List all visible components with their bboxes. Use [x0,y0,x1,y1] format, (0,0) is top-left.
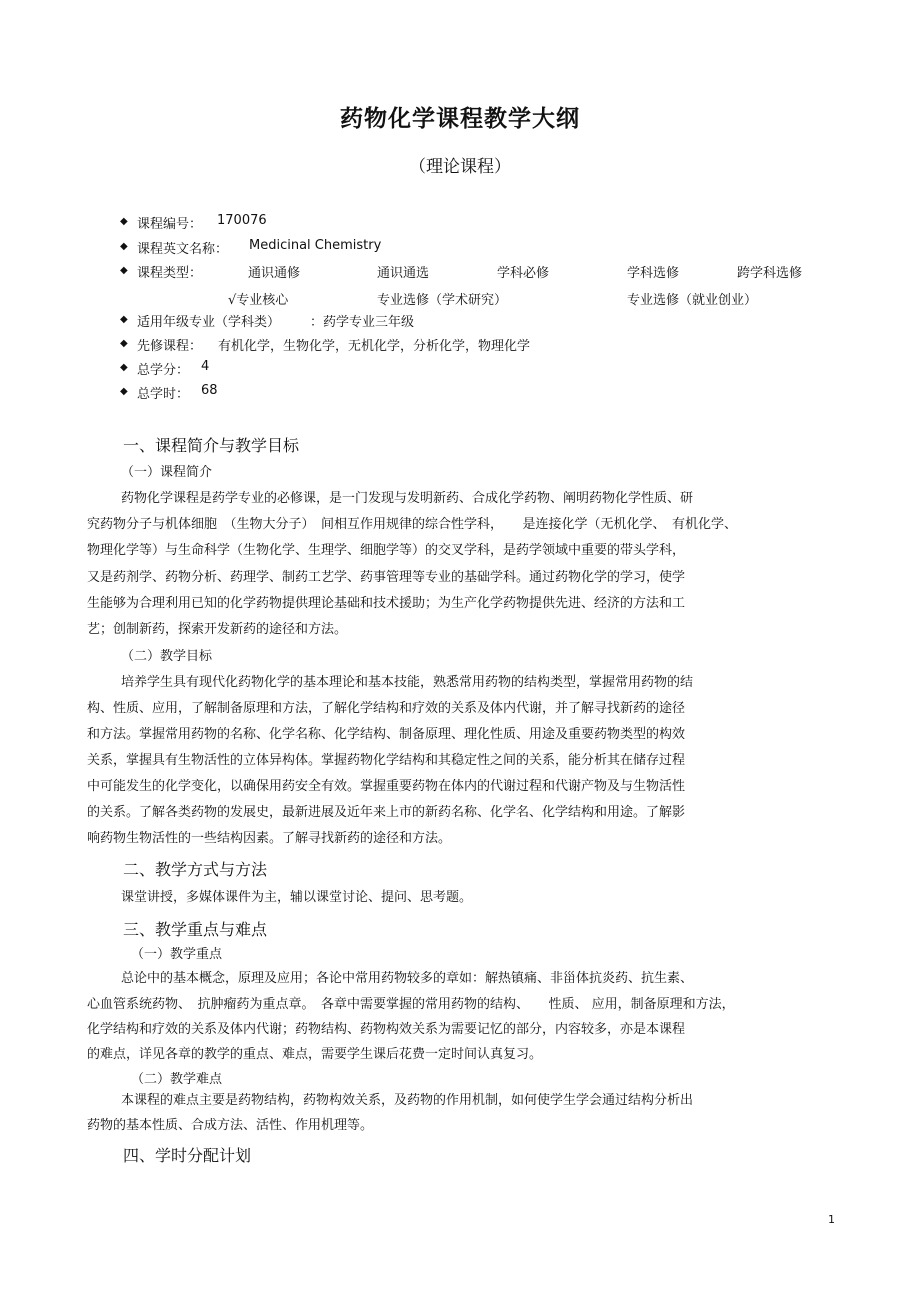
page-subtitle: （理论课程） [409,157,511,177]
paragraph-line: 培养学生具有现代化药物化学的基本理论和基本技能，熟悉常用药物的结构类型，掌握常用药物的结 [121,675,694,690]
subsection-heading: （二）教学目标 [121,649,213,664]
bullet-icon: ◆ [120,386,128,397]
paragraph-line: 又是药剂学、药物分析、药理学、制药工艺学、药事管理等专业的基础学科。通过药物化学的学习，使学 [87,570,686,585]
prereq-value: 有机化学，生物化学，无机化学，分析化学，物理化学 [218,339,531,354]
paragraph-line: 物理化学等）与生命科学（生物化学、生理学、细胞学等）的交叉学科，是药学领域中重要的带头学科， [87,543,686,558]
paragraph-line: 课堂讲授，多媒体课件为主，辅以课堂讨论、提问、思考题。 [121,890,473,905]
prereq-label: 先修课程： [137,339,203,354]
paragraph-line: 的关系。了解各类药物的发展史，最新进展及近年来上市的新药名称、化学名、化学结构和用途。了解影 [87,805,686,820]
type-option: 通识通修 [248,266,301,281]
bullet-icon: ◆ [120,362,128,373]
section-heading: 一、课程简介与教学目标 [123,436,300,455]
bullet-icon: ◆ [120,314,128,325]
paragraph-line: 艺；创制新药，探索开发新药的途径和方法。 [87,622,348,637]
paragraph-line: 究药物分子与机体细胞 （生物大分子） 间相互作用规律的综合性学科， 是连接化学（无机化学、 有机化学、 [87,517,738,532]
credits-value: 4 [201,359,210,374]
paragraph-line: 中可能发生的化学变化，以确保用药安全有效。掌握重要药物在体内的代谢过程和代谢产物及与生物活性 [87,779,686,794]
english-name-label: 课程英文名称： [137,242,229,257]
english-name-value: Medicinal Chemistry [249,238,382,253]
paragraph-line: 化学结构和疗效的关系及体内代谢；药物结构、药物构效关系为需要记忆的部分，内容较多，亦是本课程 [87,1022,686,1037]
type-option-selected: √专业核心 [228,293,289,308]
paragraph-line: 和方法。掌握常用药物的名称、化学名称、化学结构、制备原理、理化性质、用途及重要药物类型的构效 [87,727,686,742]
course-type-label: 课程类型： [137,266,203,281]
paragraph-line: 总论中的基本概念，原理及应用；各论中常用药物较多的章如：解热镇痛、非甾体抗炎药、抗生素、 [121,971,694,986]
bullet-icon: ◆ [120,216,128,227]
paragraph-line: 本课程的难点主要是药物结构，药物构效关系，及药物的作用机制，如何使学生学会通过结构分析出 [121,1093,694,1108]
paragraph-line: 关系，掌握具有生物活性的立体异构体。掌握药物化学结构和其稳定性之间的关系，能分析其在储存过程 [87,753,686,768]
paragraph-line: 生能够为合理利用已知的化学药物提供理论基础和技术援助；为生产化学药物提供先进、经济的方法和工 [87,596,686,611]
course-code-value: 170076 [217,213,267,228]
subsection-heading: （一）教学重点 [131,947,223,962]
section-heading: 二、教学方式与方法 [123,860,268,879]
bullet-icon: ◆ [120,241,128,252]
credits-label: 总学分： [137,363,190,378]
bullet-icon: ◆ [120,338,128,349]
subsection-heading: （二）教学难点 [131,1072,223,1087]
paragraph-line: 构、性质、应用，了解制备原理和方法，了解化学结构和疗效的关系及体内代谢，并了解寻找新药的途径 [87,701,686,716]
bullet-icon: ◆ [120,265,128,276]
page-number: 1 [828,1213,835,1226]
type-option: 专业选修（就业创业） [627,293,758,308]
grade-value: ：药学专业三年级 [310,315,415,330]
type-option: 专业选修（学术研究） [377,293,508,308]
paragraph-line: 心血管系统药物、 抗肿瘤药为重点章。 各章中需要掌握的常用药物的结构、 性质、 应用，制备原理和方法， [87,997,735,1012]
section-heading: 四、学时分配计划 [123,1146,252,1165]
type-option: 学科必修 [497,266,550,281]
grade-label: 适用年级专业（学科类） [137,315,281,330]
type-option: 通识通选 [377,266,430,281]
page-title: 药物化学课程教学大纲 [340,106,580,132]
hours-value: 68 [201,383,218,398]
paragraph-line: 药物化学课程是药学专业的必修课，是一门发现与发明新药、合成化学药物、阐明药物化学性质、研 [121,491,694,506]
hours-label: 总学时： [137,387,190,402]
type-option: 学科选修 [627,266,680,281]
paragraph-line: 的难点，详见各章的教学的重点、难点，需要学生课后花费一定时间认真复习。 [87,1047,543,1062]
section-heading: 三、教学重点与难点 [123,920,268,939]
type-option: 跨学科选修 [737,266,803,281]
course-code-label: 课程编号： [137,217,203,232]
subsection-heading: （一）课程简介 [121,465,213,480]
paragraph-line: 药物的基本性质、合成方法、活性、作用机理等。 [87,1118,374,1133]
paragraph-line: 响药物生物活性的一些结构因素。了解寻找新药的途径和方法。 [87,831,452,846]
